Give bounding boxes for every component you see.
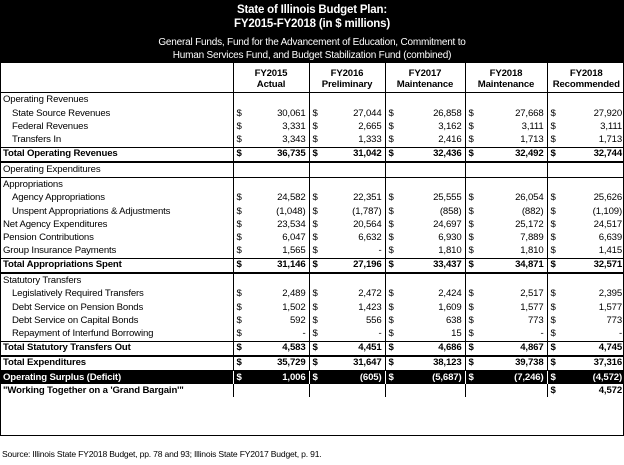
cell-value: 3,111 — [600, 120, 623, 132]
currency-sign: $ — [385, 341, 398, 356]
cell-value: 2,416 — [438, 133, 462, 145]
row-federal — [0, 120, 624, 133]
column-header — [465, 62, 547, 93]
cell-value: 4,867 — [478, 341, 547, 356]
cell-value: 1,415 — [598, 245, 623, 257]
column-header — [233, 62, 309, 93]
report-description-line1: General Funds, Fund for the Advancement of Education, Commitment to — [158, 37, 466, 48]
currency-sign — [385, 93, 398, 108]
cell-value — [478, 384, 547, 397]
currency-sign: $ — [385, 133, 398, 147]
cell-value: 32,571 — [560, 258, 624, 273]
cell-value: 592 — [289, 314, 306, 326]
currency-sign: $ — [233, 314, 246, 327]
currency-sign — [465, 177, 478, 192]
cell-value: 1,713 — [598, 133, 623, 145]
cell-value: 3,331 — [282, 120, 306, 132]
row-grand — [0, 384, 624, 397]
currency-sign: $ — [233, 327, 246, 341]
column-year: FY2017 — [408, 68, 442, 79]
row-label: State Source Revenues — [12, 107, 111, 119]
currency-sign: $ — [465, 231, 478, 244]
cell-value: 1,423 — [358, 301, 382, 313]
currency-sign — [547, 93, 560, 108]
column-year: FY2016 — [330, 68, 364, 79]
currency-sign: $ — [385, 245, 398, 259]
report-description-line2: Human Services Fund, and Budget Stabilization Fund (combined) — [172, 50, 452, 61]
currency-sign: $ — [309, 288, 322, 301]
cell-value: 27,920 — [593, 107, 623, 119]
cell-value — [560, 273, 624, 288]
currency-sign — [233, 177, 246, 192]
report-subtitle: FY2015-FY2018 (in $ millions) — [234, 18, 390, 30]
cell-value — [322, 273, 385, 288]
cell-value: 24,697 — [433, 218, 462, 230]
column-type: Maintenance — [396, 79, 454, 90]
currency-sign: $ — [465, 356, 478, 371]
currency-sign: $ — [465, 371, 478, 385]
row-label: Debt Service on Pension Bonds — [12, 301, 144, 313]
currency-sign — [233, 273, 246, 288]
currency-sign: $ — [465, 288, 478, 301]
cell-value — [246, 162, 309, 178]
currency-sign: $ — [309, 231, 322, 244]
row-state-src — [0, 107, 624, 120]
row-total-stat — [0, 341, 624, 356]
cell-value: (1,048) — [276, 205, 306, 217]
cell-value: 2,472 — [358, 288, 382, 300]
cell-value — [478, 93, 547, 108]
cell-value: 27,196 — [322, 258, 385, 273]
currency-sign: $ — [309, 356, 322, 371]
row-repay — [0, 327, 624, 341]
currency-sign: $ — [385, 301, 398, 314]
row-label: Legislatively Required Transfers — [12, 288, 144, 300]
currency-sign: $ — [547, 192, 560, 205]
cell-value: - — [378, 328, 382, 340]
currency-sign — [309, 93, 322, 108]
cell-value: 1,006 — [246, 371, 309, 385]
cell-value: (1,787) — [352, 205, 382, 217]
currency-sign: $ — [385, 327, 398, 341]
column-header — [309, 62, 385, 93]
cell-value — [322, 93, 385, 108]
currency-sign: $ — [465, 314, 478, 327]
row-total-approp — [0, 258, 624, 273]
currency-sign: $ — [233, 301, 246, 314]
cell-value: 4,686 — [398, 341, 465, 356]
currency-sign: $ — [233, 245, 246, 259]
column-header — [547, 62, 624, 93]
row-stat-transfers — [0, 273, 624, 288]
column-type: Actual — [256, 79, 286, 90]
row-label: Transfers In — [12, 133, 62, 145]
cell-value: 773 — [606, 314, 623, 326]
currency-sign: $ — [233, 341, 246, 356]
column-year: FY2018 — [569, 68, 603, 79]
cell-value: 1,713 — [520, 133, 544, 145]
currency-sign: $ — [309, 341, 322, 356]
currency-sign: $ — [385, 231, 398, 244]
cell-value: 1,609 — [438, 301, 462, 313]
currency-sign: $ — [547, 327, 560, 341]
cell-value: (605) — [322, 371, 385, 385]
cell-value: 638 — [445, 314, 462, 326]
row-pension — [0, 231, 624, 244]
currency-sign: $ — [465, 107, 478, 120]
currency-sign: $ — [309, 192, 322, 205]
cell-value — [560, 177, 624, 192]
row-leg-req — [0, 288, 624, 301]
cell-value: 4,572 — [598, 384, 623, 396]
currency-sign — [465, 273, 478, 288]
cell-value: 2,517 — [520, 288, 544, 300]
row-label: Federal Revenues — [12, 120, 88, 132]
row-label: Net Agency Expenditures — [3, 218, 108, 230]
cell-value: 7,889 — [520, 231, 544, 243]
currency-sign: $ — [385, 147, 398, 162]
currency-sign: $ — [547, 314, 560, 327]
row-label: Statutory Transfers — [3, 274, 82, 286]
currency-sign: $ — [233, 371, 246, 385]
currency-sign: $ — [465, 120, 478, 133]
currency-sign: $ — [309, 133, 322, 147]
currency-sign: $ — [547, 371, 560, 385]
row-label: Repayment of Interfund Borrowing — [12, 328, 154, 340]
row-approp — [0, 177, 624, 192]
currency-sign: $ — [547, 341, 560, 356]
currency-sign — [385, 273, 398, 288]
currency-sign: $ — [547, 107, 560, 120]
cell-value: - — [540, 328, 544, 340]
cell-value: 27,668 — [515, 107, 544, 119]
currency-sign: $ — [547, 133, 560, 147]
cell-value — [478, 273, 547, 288]
currency-sign: $ — [233, 205, 246, 218]
row-label: "Working Together on a 'Grand Bargain'" — [3, 384, 184, 396]
row-total-op-rev — [0, 147, 624, 162]
cell-value: 2,395 — [598, 288, 623, 300]
currency-sign: $ — [465, 341, 478, 356]
cell-value: 22,351 — [353, 192, 382, 204]
currency-sign: $ — [547, 288, 560, 301]
currency-sign — [233, 93, 246, 108]
currency-sign: $ — [385, 258, 398, 273]
cell-value: 39,738 — [478, 356, 547, 371]
currency-sign: $ — [233, 231, 246, 244]
currency-sign: $ — [233, 147, 246, 162]
cell-value: 3,111 — [521, 120, 544, 132]
currency-sign — [465, 93, 478, 108]
currency-sign: $ — [233, 107, 246, 120]
cell-value: - — [618, 328, 623, 340]
currency-sign: $ — [385, 314, 398, 327]
row-label: Total Statutory Transfers Out — [0, 341, 233, 356]
cell-value: 6,047 — [282, 231, 306, 243]
currency-sign: $ — [547, 231, 560, 244]
cell-value: 6,930 — [438, 231, 462, 243]
currency-sign: $ — [233, 133, 246, 147]
currency-sign: $ — [233, 192, 246, 205]
column-year: FY2015 — [254, 68, 288, 79]
cell-value — [560, 162, 624, 178]
column-year: FY2018 — [489, 68, 523, 79]
currency-sign: $ — [309, 107, 322, 120]
cell-value: 25,555 — [433, 192, 462, 204]
cell-value — [398, 384, 465, 397]
cell-value: 25,172 — [515, 218, 544, 230]
column-header — [385, 62, 465, 93]
cell-value: 3,162 — [438, 120, 462, 132]
currency-sign — [309, 177, 322, 192]
cell-value — [478, 162, 547, 178]
currency-sign: $ — [309, 245, 322, 259]
cell-value — [322, 177, 385, 192]
cell-value: 32,744 — [560, 147, 624, 162]
cell-value: 6,639 — [598, 231, 623, 243]
row-total-exp — [0, 356, 624, 371]
currency-sign: $ — [233, 356, 246, 371]
row-label: Group Insurance Payments — [3, 245, 117, 257]
currency-sign: $ — [309, 327, 322, 341]
cell-value: 38,123 — [398, 356, 465, 371]
cell-value: (882) — [521, 205, 544, 217]
cell-value: 31,647 — [322, 356, 385, 371]
currency-sign: $ — [385, 218, 398, 231]
cell-value: (5,687) — [398, 371, 465, 385]
row-agency-approp — [0, 192, 624, 205]
currency-sign: $ — [465, 245, 478, 259]
cell-value: 6,632 — [358, 231, 382, 243]
cell-value: 15 — [451, 328, 462, 340]
currency-sign: $ — [547, 258, 560, 273]
row-label: Operating Revenues — [3, 94, 89, 105]
cell-value: (858) — [439, 205, 462, 217]
cell-value: 36,735 — [246, 147, 309, 162]
cell-value — [246, 273, 309, 288]
cell-value: 1,502 — [282, 301, 306, 313]
currency-sign — [309, 384, 322, 397]
cell-value: 556 — [365, 314, 382, 326]
currency-sign: $ — [465, 258, 478, 273]
cell-value: 4,451 — [322, 341, 385, 356]
currency-sign: $ — [385, 205, 398, 218]
cell-value: 773 — [527, 314, 544, 326]
cell-value: 3,343 — [282, 133, 306, 145]
currency-sign: $ — [309, 301, 322, 314]
row-debt-capital — [0, 314, 624, 327]
currency-sign: $ — [385, 356, 398, 371]
cell-value — [398, 273, 465, 288]
row-debt-pension — [0, 301, 624, 314]
cell-value: 24,517 — [593, 218, 623, 230]
currency-sign — [385, 162, 398, 178]
currency-sign: $ — [547, 120, 560, 133]
currency-sign: $ — [547, 205, 560, 218]
currency-sign: $ — [309, 314, 322, 327]
cell-value: 1,333 — [358, 133, 382, 145]
currency-sign: $ — [233, 288, 246, 301]
currency-sign: $ — [465, 205, 478, 218]
cell-value: - — [378, 245, 382, 257]
currency-sign: $ — [547, 384, 560, 397]
cell-value — [398, 93, 465, 108]
currency-sign — [547, 177, 560, 192]
currency-sign: $ — [465, 301, 478, 314]
cell-value — [246, 384, 309, 397]
row-label: Debt Service on Capital Bonds — [12, 314, 139, 326]
row-label: Total Appropriations Spent — [0, 258, 233, 273]
cell-value: 31,042 — [322, 147, 385, 162]
currency-sign: $ — [309, 120, 322, 133]
row-net-agency — [0, 218, 624, 231]
currency-sign: $ — [547, 301, 560, 314]
currency-sign: $ — [547, 218, 560, 231]
cell-value: 4,583 — [246, 341, 309, 356]
currency-sign: $ — [465, 147, 478, 162]
currency-sign: $ — [309, 218, 322, 231]
row-label: Appropriations — [3, 178, 63, 190]
cell-value: 2,424 — [438, 288, 462, 300]
cell-value: 1,577 — [520, 301, 544, 313]
row-op-rev — [0, 93, 624, 108]
cell-value: 24,582 — [277, 192, 306, 204]
row-transfers-in — [0, 133, 624, 147]
cell-value: 2,489 — [282, 288, 306, 300]
currency-sign: $ — [465, 218, 478, 231]
cell-value: 1,565 — [282, 245, 306, 257]
cell-value — [398, 177, 465, 192]
cell-value: 33,437 — [398, 258, 465, 273]
row-op-exp — [0, 162, 624, 178]
column-header-row — [0, 62, 624, 93]
row-surplus — [0, 371, 624, 385]
cell-value — [246, 177, 309, 192]
currency-sign: $ — [309, 205, 322, 218]
currency-sign: $ — [547, 245, 560, 259]
currency-sign: $ — [385, 107, 398, 120]
row-label: Agency Appropriations — [12, 192, 105, 204]
cell-value: (7,246) — [478, 371, 547, 385]
currency-sign: $ — [309, 258, 322, 273]
budget-table — [0, 62, 624, 397]
cell-value — [322, 162, 385, 178]
currency-sign: $ — [385, 120, 398, 133]
currency-sign: $ — [465, 133, 478, 147]
cell-value: 23,534 — [277, 218, 306, 230]
cell-value: 26,858 — [433, 107, 462, 119]
currency-sign — [547, 273, 560, 288]
currency-sign: $ — [385, 371, 398, 385]
row-label: Operating Expenditures — [0, 162, 233, 178]
currency-sign: $ — [465, 327, 478, 341]
header-blank — [0, 62, 233, 93]
cell-value — [246, 93, 309, 108]
row-label: Total Expenditures — [0, 356, 233, 371]
cell-value — [398, 162, 465, 178]
currency-sign — [233, 162, 246, 178]
currency-sign — [547, 162, 560, 178]
currency-sign — [465, 162, 478, 178]
currency-sign: $ — [547, 356, 560, 371]
cell-value: 31,146 — [246, 258, 309, 273]
currency-sign — [465, 384, 478, 397]
cell-value: 2,665 — [358, 120, 382, 132]
cell-value: 1,577 — [598, 301, 623, 313]
row-label: Operating Surplus (Deficit) — [0, 371, 233, 385]
header-band — [0, 0, 624, 62]
source-note: Source: Illinois State FY2018 Budget, pp. 78 and 93; Illinois State FY2017 Budget, p. 91. — [2, 449, 322, 459]
cell-value: (4,572) — [560, 371, 624, 385]
currency-sign: $ — [465, 192, 478, 205]
currency-sign: $ — [385, 192, 398, 205]
cell-value: 32,436 — [398, 147, 465, 162]
cell-value: 34,871 — [478, 258, 547, 273]
currency-sign: $ — [309, 147, 322, 162]
cell-value: 37,316 — [560, 356, 624, 371]
cell-value: 27,044 — [353, 107, 382, 119]
currency-sign: $ — [233, 120, 246, 133]
column-type: Recommended — [552, 79, 620, 90]
currency-sign — [385, 177, 398, 192]
report-title: State of Illinois Budget Plan: — [237, 4, 387, 16]
currency-sign — [309, 273, 322, 288]
currency-sign: $ — [233, 258, 246, 273]
cell-value — [560, 93, 624, 108]
cell-value: 30,061 — [277, 107, 306, 119]
row-unspent — [0, 205, 624, 218]
currency-sign — [233, 384, 246, 397]
column-type: Preliminary — [321, 79, 373, 90]
row-label: Pension Contributions — [3, 231, 94, 243]
cell-value: (1,109) — [592, 205, 623, 217]
cell-value: 26,054 — [515, 192, 544, 204]
cell-value: 1,810 — [520, 245, 544, 257]
cell-value — [322, 384, 385, 397]
cell-value: 32,492 — [478, 147, 547, 162]
cell-value: 25,626 — [593, 192, 623, 204]
currency-sign: $ — [385, 288, 398, 301]
cell-value: 35,729 — [246, 356, 309, 371]
currency-sign: $ — [233, 218, 246, 231]
currency-sign: $ — [309, 371, 322, 385]
currency-sign — [385, 384, 398, 397]
row-group-ins — [0, 245, 624, 259]
row-label: Unspent Appropriations & Adjustments — [12, 205, 171, 217]
cell-value: 20,564 — [353, 218, 382, 230]
cell-value: 1,810 — [438, 245, 462, 257]
cell-value — [478, 177, 547, 192]
cell-value: 4,745 — [560, 341, 624, 356]
cell-value: - — [302, 328, 306, 340]
column-type: Maintenance — [477, 79, 535, 90]
row-label: Total Operating Revenues — [0, 147, 233, 162]
currency-sign: $ — [547, 147, 560, 162]
currency-sign — [309, 162, 322, 178]
